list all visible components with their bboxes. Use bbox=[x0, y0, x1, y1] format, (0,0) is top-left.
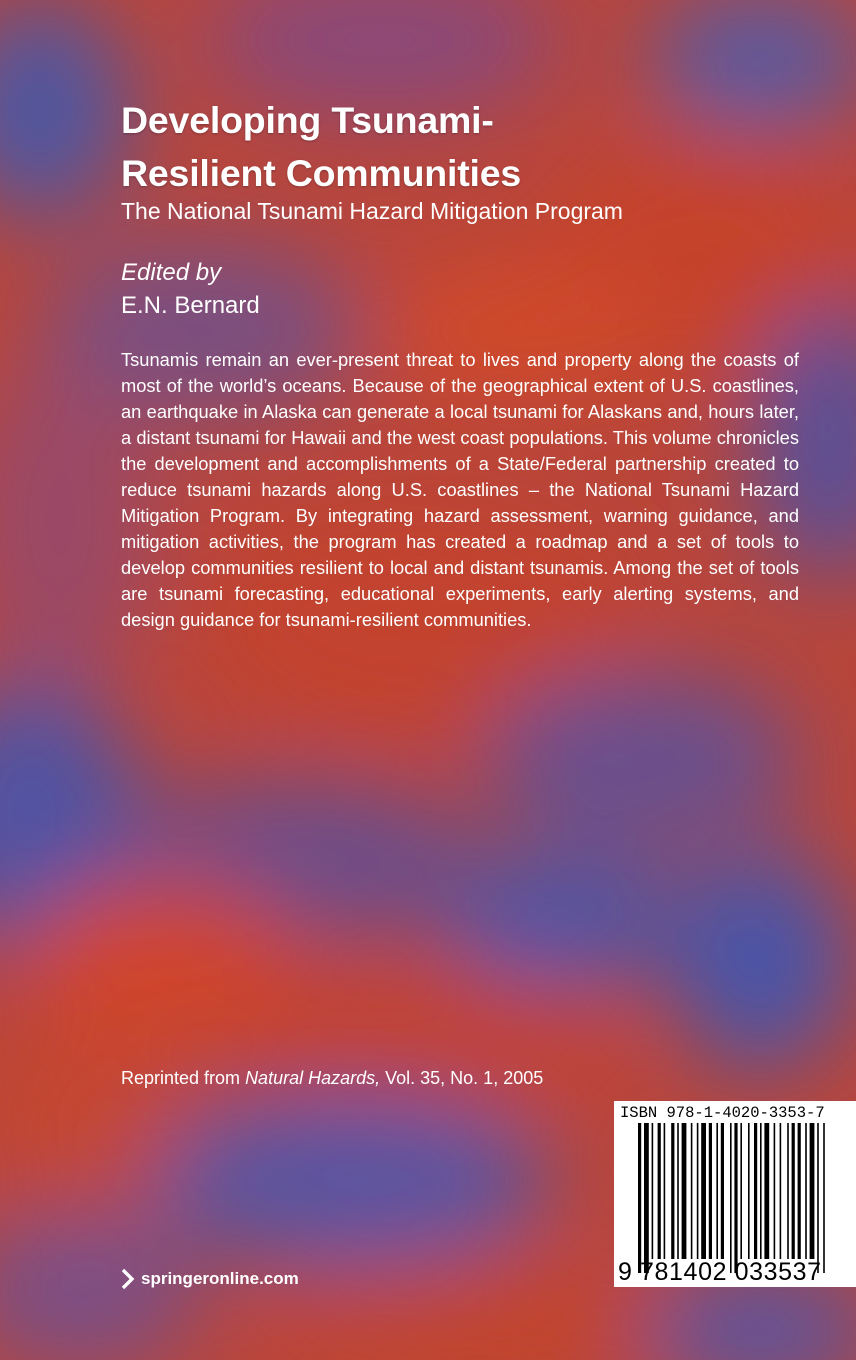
barcode-bar bbox=[697, 1123, 699, 1259]
barcode-bar bbox=[730, 1123, 732, 1273]
reprint-suffix: Vol. 35, No. 1, 2005 bbox=[380, 1068, 544, 1088]
barcode-bar bbox=[805, 1123, 807, 1259]
book-title-line-1: Developing Tsunami- bbox=[121, 99, 494, 141]
publisher-link[interactable] bbox=[121, 1267, 299, 1291]
reprint-note bbox=[121, 1065, 543, 1091]
barcode-bar bbox=[709, 1123, 712, 1259]
barcode-bar bbox=[658, 1123, 661, 1259]
barcode-bar bbox=[671, 1123, 674, 1259]
barcode-bar bbox=[644, 1123, 649, 1273]
barcode-bar bbox=[760, 1123, 762, 1259]
barcode-bar bbox=[664, 1123, 666, 1259]
barcode-bar bbox=[740, 1123, 742, 1259]
isbn-number: ISBN 978-1-4020-3353-7 bbox=[620, 1104, 825, 1122]
barcode-bar bbox=[652, 1123, 654, 1259]
barcode-bar bbox=[754, 1123, 757, 1259]
book-subtitle: The National Tsunami Hazard Mitigation Program bbox=[121, 198, 623, 224]
edited-by-label: Edited by bbox=[121, 259, 222, 286]
barcode-bar bbox=[798, 1123, 801, 1259]
barcode-bar bbox=[780, 1123, 782, 1259]
barcode-bar bbox=[721, 1123, 724, 1259]
barcode-bar bbox=[792, 1123, 795, 1259]
editor-name: E.N. Bernard bbox=[121, 292, 260, 319]
chevron-right-icon bbox=[121, 1267, 135, 1291]
barcode-bar bbox=[810, 1123, 815, 1259]
barcode-bar bbox=[734, 1123, 737, 1273]
barcode-bar bbox=[774, 1123, 776, 1259]
reprint-prefix: Reprinted from bbox=[121, 1068, 246, 1088]
book-title-line-2: Resilient Communities bbox=[121, 152, 522, 194]
barcode-bar bbox=[817, 1123, 819, 1273]
barcode-bar bbox=[823, 1123, 825, 1273]
reprint-journal: Natural Hazards, bbox=[245, 1068, 381, 1088]
barcode-bar bbox=[701, 1123, 706, 1259]
barcode-bar bbox=[682, 1123, 687, 1259]
barcode-digits: 9 781402 033537 bbox=[618, 1258, 822, 1286]
isbn-barcode bbox=[614, 1101, 856, 1287]
barcode-bar bbox=[638, 1123, 641, 1273]
publisher-url: springeronline.com bbox=[141, 1269, 299, 1288]
barcode-bar bbox=[748, 1123, 750, 1259]
barcode-bar bbox=[691, 1123, 693, 1259]
book-description: Tsunamis remain an ever-present threat to lives and property along the coasts of most of the world’s oceans. Because of the geographical extent of U.S. coastlines, an earthquake in Alaska can generate a local tsunami for Alaskans and, hours later, a distant tsunami for Hawaii and the west coast populations. This volume chronicles the development and accomplishments of a State/Federal partnership created to reduce tsunami hazards along U.S. coastlines – the National Tsunami Hazard Mitigation Program. By integrating hazard assessment, warning guidance, and mitigation activities, the program has created a roadmap and a set of tools to develop communities resilient to local and distant tsunamis. Among the set of tools are tsunami forecasting, educational experiments, early alerting systems, and design guidance for tsunami-resilient communities. bbox=[121, 349, 799, 630]
barcode-bar bbox=[764, 1123, 769, 1259]
book-title bbox=[121, 94, 801, 200]
barcode-bar bbox=[716, 1123, 718, 1259]
barcode-bar bbox=[787, 1123, 789, 1259]
barcode-bar bbox=[677, 1123, 679, 1259]
